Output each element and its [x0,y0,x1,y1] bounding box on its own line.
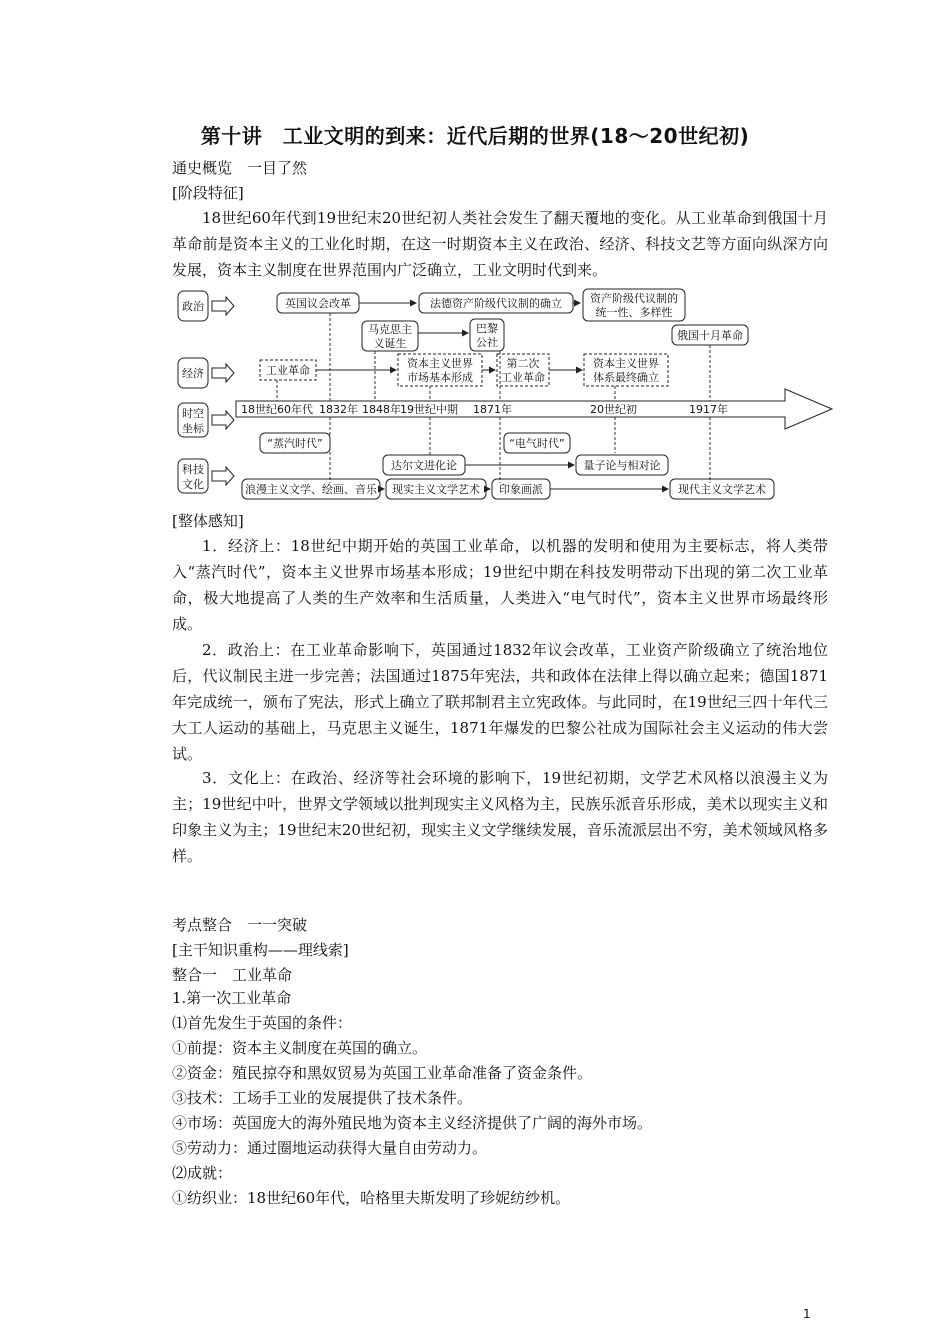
box-darwin [383,455,465,475]
category-timeline [178,403,234,437]
kaodian-heading: 考点整合 一一突破 [172,916,308,934]
cat-label: 政治 [182,300,204,313]
list-item: ⑤劳动力：通过圈地运动获得大量自由劳动力。 [172,1139,488,1157]
timeline-diagram [170,283,840,503]
cat-label: 坐标 [182,422,204,435]
list-item: 1.第一次工业革命 [172,989,292,1007]
time-point: 18世纪60年代 [241,403,313,416]
whole-item-politics: 2．政治上：在工业革命影响下，英国通过1832年议会改革，工业资产阶级确立了统治地位后，代议制民主进一步完善；法国通过1875年宪法，共和政体在法律上得以确立起来；德国1871年完成统一，颁布了宪法，形式上确立了联邦制君主立宪政体。与此同时，在19世纪三四十年代三大工人运动的基础上，马克思主义诞生，1871年爆发的巴黎公社成为国际社会主义运动的伟大尝试。 [172,641,828,763]
hollow-arrow-icon [212,467,234,485]
svg-text:巴黎: 巴黎 [476,322,498,335]
svg-text:公社: 公社 [476,336,498,349]
svg-text:“电气时代”: “电气时代” [509,437,565,450]
cat-label: 科技 [182,463,204,476]
box-market-formed [398,354,482,386]
box-representative-system [583,289,685,321]
hollow-arrow-icon [212,411,234,429]
svg-text:资本主义世界: 资本主义世界 [593,357,659,370]
hollow-arrow-icon [212,364,234,382]
box-electric-age [504,433,570,453]
box-romanticism [242,479,380,499]
svg-text:浪漫主义文学、绘画、音乐: 浪漫主义文学、绘画、音乐 [245,483,377,496]
svg-text:量子论与相对论: 量子论与相对论 [583,459,661,472]
cat-label: 经济 [182,367,204,380]
svg-text:印象画派: 印象画派 [499,483,543,496]
time-point: 19世纪中期 [400,403,458,416]
box-france-germany [419,293,573,313]
svg-text:工业革命: 工业革命 [501,371,545,384]
stage-paragraph: 18世纪60年代到19世纪末20世纪初人类社会发生了翻天覆地的变化。从工业革命到俄国十月革命前是资本主义的工业化时期，在这一时期资本主义在政治、经济、科技文艺等方面向纵深方向发展，资本主义制度在世界范围内广泛确立，工业文明时代到来。 [172,209,828,279]
box-modernism [670,479,774,499]
box-second-industrial [497,354,549,386]
time-point: 20世纪初 [590,403,637,416]
svg-text:英国议会改革: 英国议会改革 [285,297,351,310]
list-item: ③技术：工场手工业的发展提供了技术条件。 [172,1089,473,1107]
page-title: 第十讲 工业文明的到来：近代后期的世界(18～20世纪初) [200,124,750,148]
box-realism [386,479,486,499]
time-point: 1832年 [319,403,358,416]
whole-heading: [整体感知] [172,512,244,530]
svg-text:工业革命: 工业革命 [266,364,310,377]
list-item: ⑴首先发生于英国的条件： [172,1014,353,1032]
svg-text:统一性、多样性: 统一性、多样性 [595,306,673,319]
category-economy [178,358,234,388]
list-item: ①前提：资本主义制度在英国的确立。 [172,1039,428,1057]
svg-text:第二次: 第二次 [506,357,540,370]
svg-text:资本主义世界: 资本主义世界 [407,357,473,370]
stage-heading: [阶段特征] [172,184,244,202]
time-point: 1848年 [362,403,401,416]
list-item: ⑵成就： [172,1164,233,1182]
whole-item-culture: 3．文化上：在政治、经济等社会环境的影响下，19世纪初期，文学艺术风格以浪漫主义为主；19世纪中叶，世界文学领域以批判现实主义风格为主，民族乐派音乐形成，美术以现实主义和印象主义为主；19世纪末20世纪初，现实主义文学继续发展，音乐流派层出不穷，美术领域风格多样。 [172,769,828,865]
box-marxism [362,321,418,351]
hollow-arrow-icon [212,297,234,315]
list-item: ④市场：英国庞大的海外殖民地为资本主义经济提供了广阔的海外市场。 [172,1114,653,1132]
list-item: ②资金：殖民掠夺和黑奴贸易为英国工业革命准备了资金条件。 [172,1064,593,1082]
box-quantum [576,455,668,475]
box-industrial-revolution [260,360,316,380]
category-politics [178,291,234,321]
cat-label: 文化 [182,478,204,491]
svg-text:义诞生: 义诞生 [373,337,407,350]
svg-text:俄国十月革命: 俄国十月革命 [677,329,743,342]
kaodian-subheading: [主干知识重构——理线索] [172,941,349,959]
page-number: 1 [803,1307,811,1321]
box-market-final [584,354,668,386]
svg-text:现代主义文学艺术: 现代主义文学艺术 [678,483,766,496]
cat-label: 时空 [182,407,204,420]
svg-text:市场基本形成: 市场基本形成 [407,371,473,384]
whole-item-economy: 1．经济上：18世纪中期开始的英国工业革命，以机器的发明和使用为主要标志，将人类带入“蒸汽时代”，资本主义世界市场基本形成；19世纪中期在科技发明带动下出现的第二次工业革命，极大地提高了人类的生产效率和生活质量，人类进入“电气时代”，资本主义世界市场最终形成。 [172,537,828,633]
time-point: 1871年 [473,403,512,416]
box-october-revolution [672,325,748,345]
box-impressionism [492,479,550,499]
svg-text:马克思主: 马克思主 [368,323,412,336]
time-point: 1917年 [689,403,728,416]
svg-text:体系最终确立: 体系最终确立 [593,371,659,384]
svg-text:达尔文进化论: 达尔文进化论 [391,459,457,472]
box-paris-commune [470,319,504,351]
svg-text:法德资产阶级代议制的确立: 法德资产阶级代议制的确立 [430,297,562,310]
overview-heading: 通史概览 一目了然 [172,159,308,177]
box-parliament-reform [277,293,359,313]
svg-text:资产阶级代议制的: 资产阶级代议制的 [590,292,678,305]
section-heading: 整合一 工业革命 [172,966,293,984]
category-culture [178,459,234,493]
box-steam-age [260,433,330,453]
kaodian-list [172,986,828,1211]
svg-text:“蒸汽时代”: “蒸汽时代” [267,437,323,450]
list-item: ①纺织业：18世纪60年代，哈格里夫斯发明了珍妮纺纱机。 [172,1189,571,1207]
svg-text:现实主义文学艺术: 现实主义文学艺术 [392,483,480,496]
